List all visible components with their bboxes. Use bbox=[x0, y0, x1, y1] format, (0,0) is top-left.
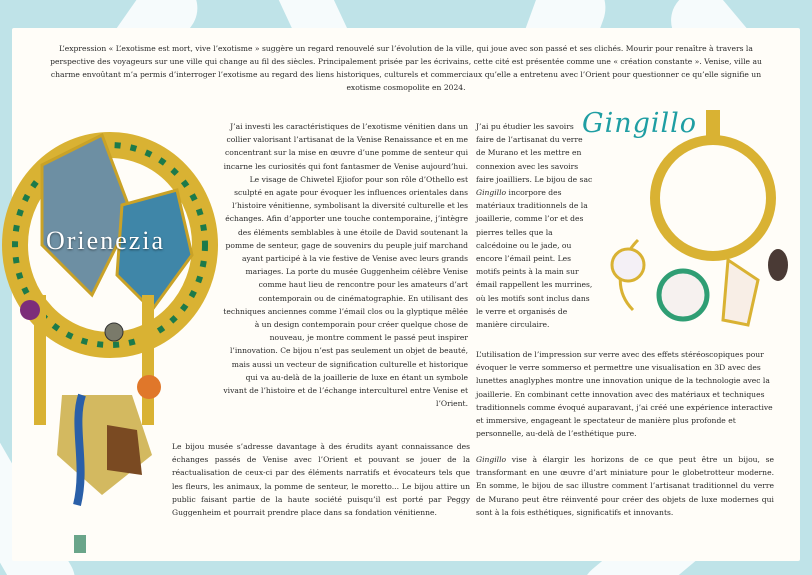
right-paragraph-1: J’ai pu étudier les savoirs faire de l’artisanat du verre de Murano et les mettre en connexion avec les savoirs faire joailliers. Le bijou de sac Gingillo incorpore des matériaux traditionnels de la joaillerie, comme l’or et des pierres telles que la calcédoine ou le jade, ou encore l’émail peint. Les motifs peints à la main sur émail rappellent les murrines, où les motifs sont inclus dans le verre et organisés de manière circulaire. bbox=[476, 122, 593, 330]
left-column-text bbox=[222, 120, 468, 418]
left-paragraph-1: J’ai investi les caractéristiques de l’exotisme vénitien dans un collier valorisant l’artisanat de la Venise Renaissance et en me concentrant sur la mise en œuvre d’une pomme de senteur qui incarne les curiosités qui font fantasmer de Venise aujourd’hui. Le visage de Chiwetel Ejiofor pour son rôle d’Othello est sculpté en agate pour évoquer les influences orientales dans l’histoire vénitienne, symbolisant la diversité culturelle et les échanges. Afin d’apporter une touche contemporaine, j’intègre des éléments semblables à une étoile de David soutenant la pomme de senteur, gage de souvenirs du peuple juif marchand ayant participé à la vie festive de Venise avec leurs grands mariages. La porte du musée Guggenheim célèbre Venise comme haut lieu de rencontre pour les amateurs d’art contemporain ou de cinématographie. En utilisant des techniques anciennes comme l’émail clos ou la glyptique mêlée à un design contemporain pour créer quelque chose de nouveau, je montre comment le passé peut inspirer l’innovation. Ce bijou n’est pas seulement un objet de beauté, mais aussi un vecteur de signification culturelle et historique qui va au-delà de la joaillerie de luxe en étant un symbole vivant de l’histoire et de l’échange interculturel entre Venise et l’Orient. bbox=[223, 122, 468, 409]
right-paragraph-3: Gingillo vise à élargir les horizons de ce que peut être un bijou, se transformant en une œuvre d’art miniature pour le globetrotteur moderne. En somme, le bijou de sac illustre comment l’artisanat traditionnel du verre de Murano peut être réinventé pour créer des objets de luxe modernes qui sont à la fois esthétiques, significatifs et innovants. bbox=[476, 455, 774, 517]
left-paragraph-2: Le bijou musée s’adresse davantage à des érudits ayant connaissance des échanges passés de Venise avec l’Orient et pouvant se jouer de la réactualisation de ceux-ci par des éléments narratifs et évocateurs tels que les fleurs, les animaux, la pomme de senteur, le moretto... Le bijou attire un public faisant partie de la haute société puisqu’il est porté par Peggy Guggenheim et pourrait prendre place dans sa fondation vénitienne. bbox=[172, 442, 470, 518]
intro-paragraph: L’expression « L’exotisme est mort, vive l’exotisme » suggère un regard renouvelé sur l’évolution de la ville, qui joue avec son passé et ses clichés. Mourir pour renaître à travers la perspective des voyageurs sur une ville qui change au fil des siècles. Principalement prisée par les écrivains, cette cité est présentée comme une « création constante ». Venise, ville au charme envoûtant m’a permis d’interroger l’exotisme au regard des liens historiques, culturels et commerciaux qu’elle a entretenu avec l’Orient pour questionner ce qu’elle signifie un exotisme cosmopolite en 2024. bbox=[50, 44, 762, 92]
orienezia-title: Orienezia bbox=[46, 226, 166, 255]
gingillo-bag-charm-illustration bbox=[598, 110, 798, 350]
right-paragraph-2: L’utilisation de l’impression sur verre avec des effets stéréoscopiques pour évoquer le verre sommerso et permettre une visualisation en 3D avec des lunettes anaglyphes montre une innovation unique de la technologie avec la joaillerie. En combinant cette innovation avec des matériaux et techniques traditionnels comme évoqué auparavant, j’ai créé une expérience interactive et immersive, engageant le spectateur de manière plus profonde et personnelle, au-delà de l’esthétique pure. bbox=[476, 350, 773, 439]
gingillo-title: Gingillo bbox=[582, 108, 698, 139]
